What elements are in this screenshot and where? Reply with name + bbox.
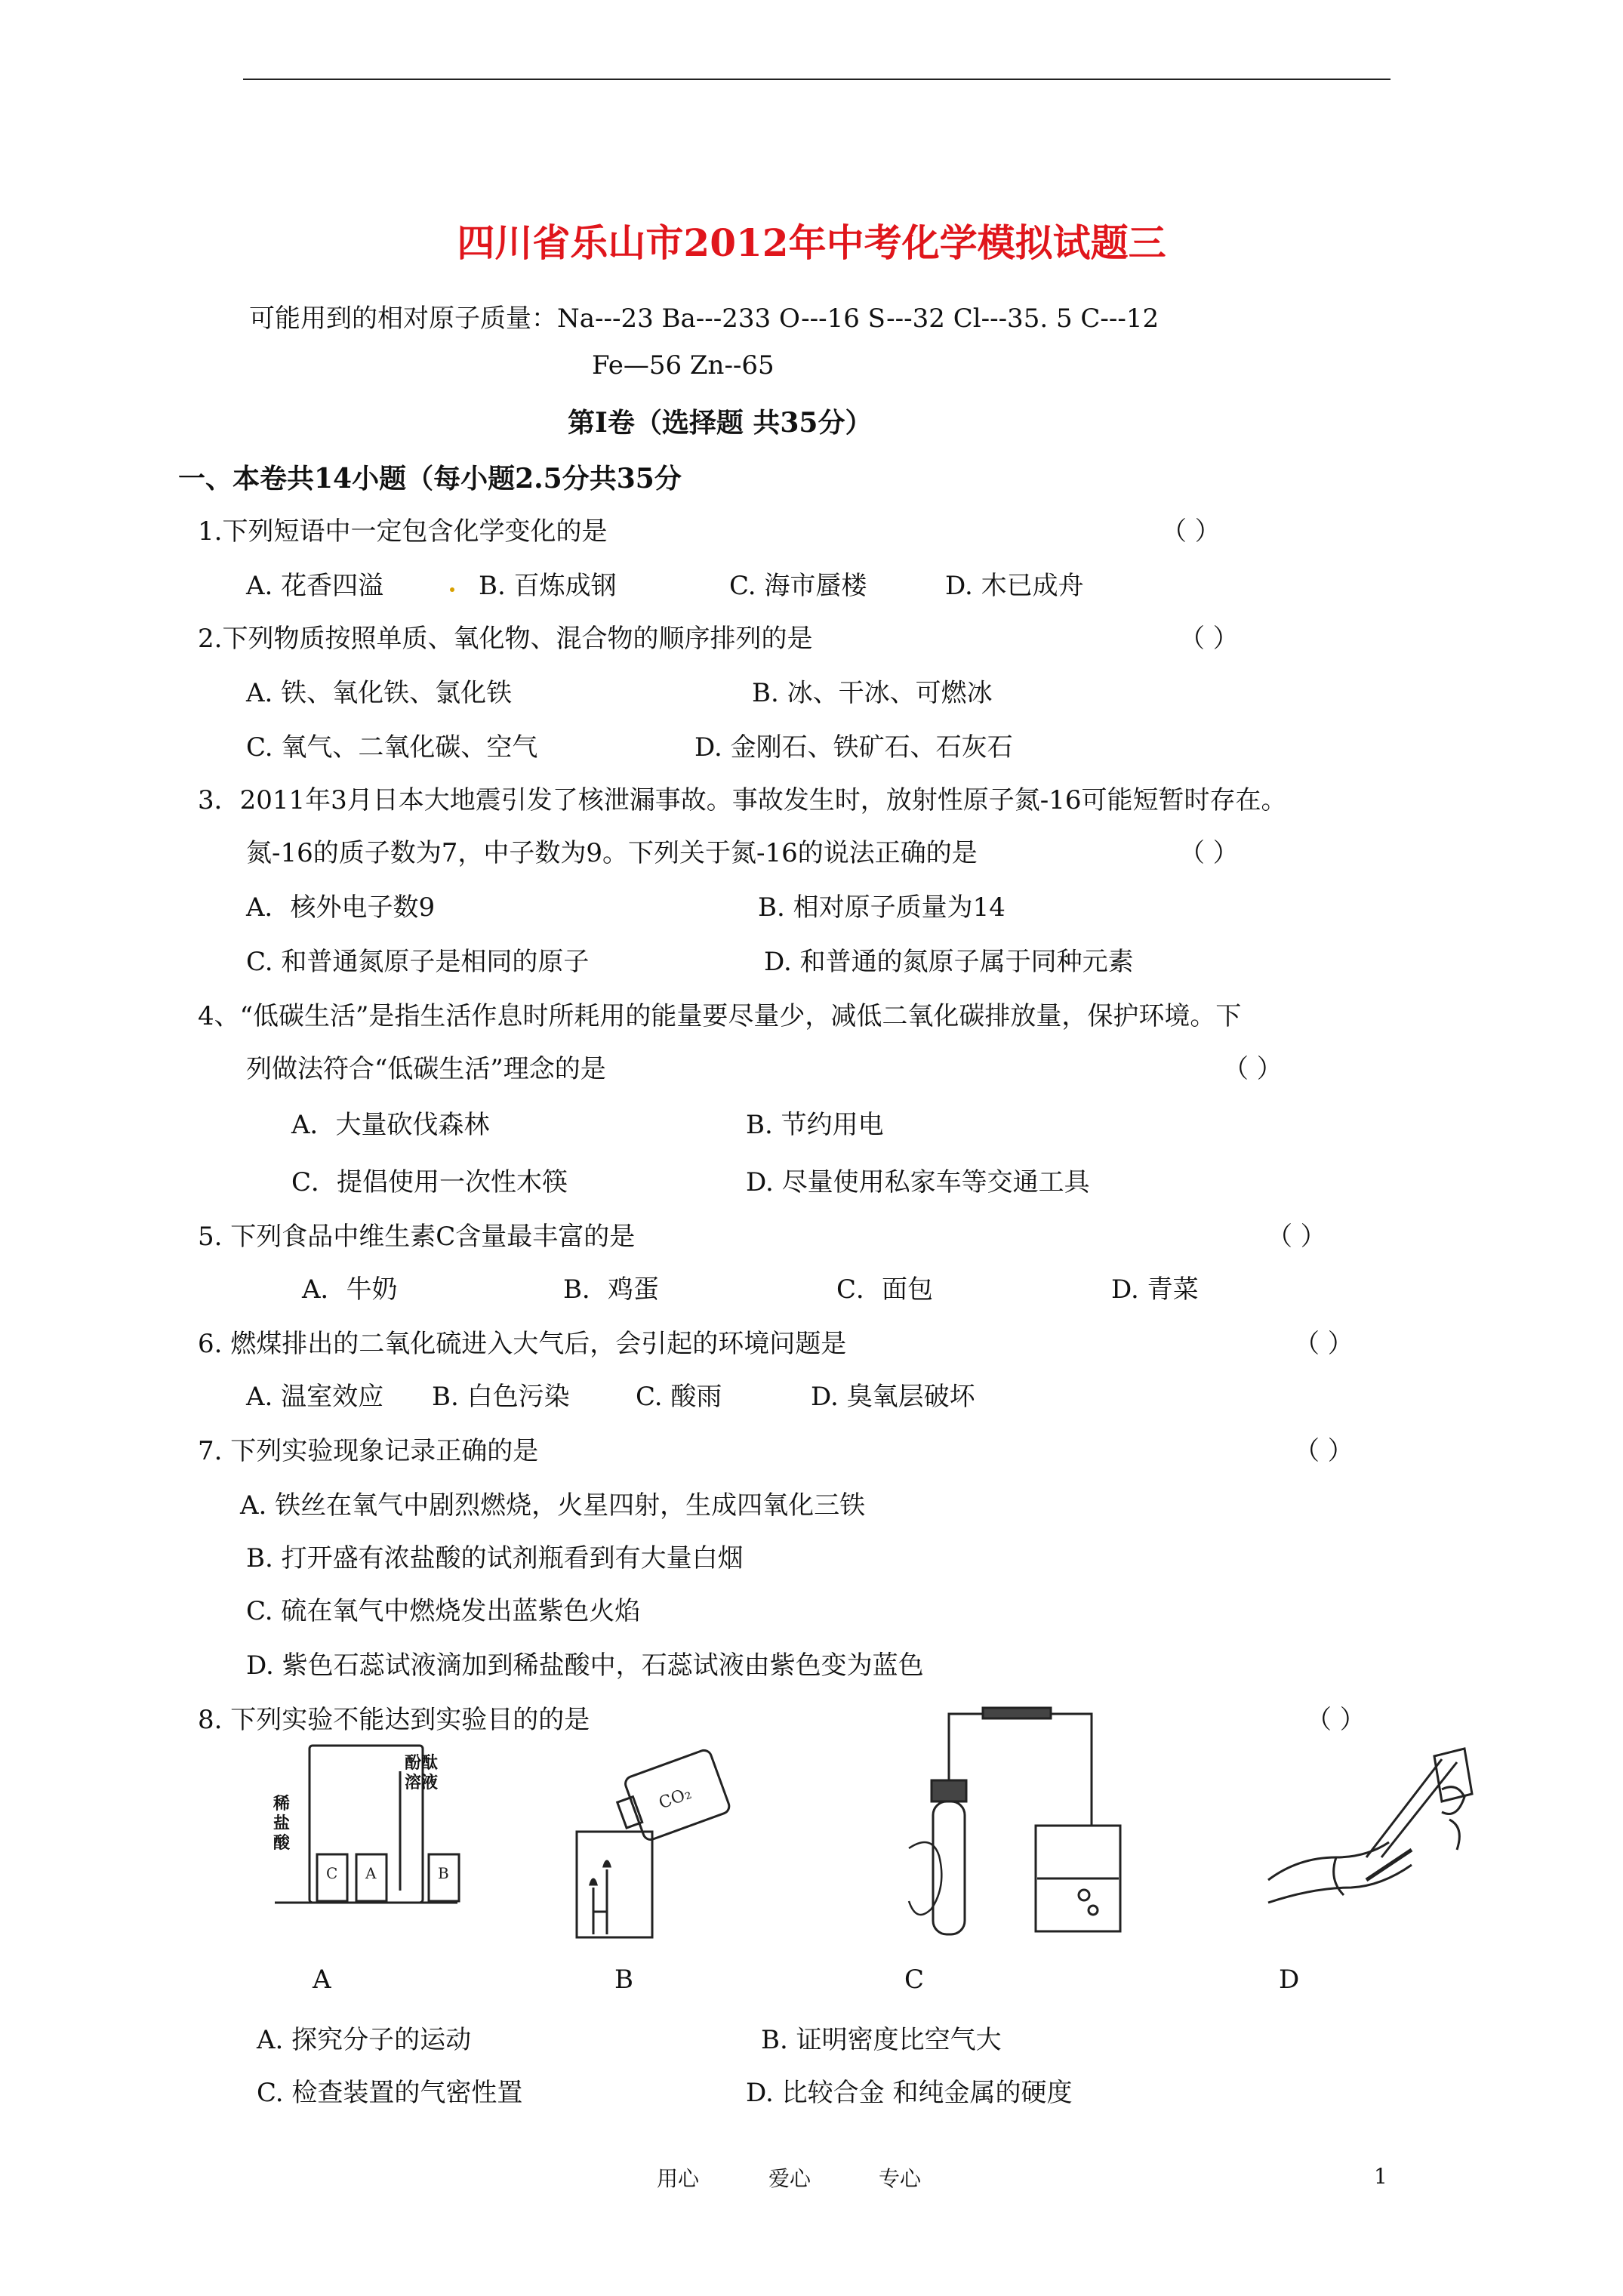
part-heading: 一、本卷共14小题（每小题2.5分共35分 <box>178 463 682 495</box>
answer-paren-8: （ ） <box>1306 1705 1366 1735</box>
q3-option-a: A．核外电子数9 <box>246 892 436 923</box>
figure-a-side-text: 稀盐酸 <box>273 1794 291 1853</box>
page-number: 1 <box>1374 2164 1387 2189</box>
figure-b-gas-label: CO₂ <box>656 1783 694 1814</box>
figure-label-b: B <box>614 1965 633 1995</box>
figure-label-d: D <box>1279 1965 1300 1995</box>
q6-option-c: C. 酸雨 <box>636 1382 722 1412</box>
section-title: 第Ⅰ卷（选择题 共35分） <box>568 407 873 439</box>
q3-option-b: B. 相对原子质量为14 <box>758 892 1006 923</box>
question-3-stem-line-1: 3．2011年3月日本大地震引发了核泄漏事故。事故发生时，放射性原子氮-16可能短暂时存在。 <box>198 785 1287 815</box>
figure-b-co2-candles <box>563 1737 737 1940</box>
figure-a-label-c: C <box>326 1864 338 1882</box>
question-1-stem: 1.下列短语中一定包含化学变化的是 <box>198 516 608 547</box>
footer-motto-2: 爱心 <box>768 2166 812 2191</box>
stray-dot <box>450 587 454 592</box>
footer-motto-1: 用心 <box>657 2166 700 2191</box>
q1-option-d: D. 木已成舟 <box>945 571 1084 601</box>
q4-option-d: D. 尽量使用私家车等交通工具 <box>746 1167 1090 1197</box>
q8-option-c: C. 检查装置的气密性置 <box>257 2078 523 2108</box>
answer-paren-5: （ ） <box>1267 1222 1326 1252</box>
figure-d-hardness <box>1253 1729 1480 1918</box>
q3-option-d: D. 和普通的氮原子属于同种元素 <box>764 947 1134 977</box>
q2-option-a: A. 铁、氧化铁、氯化铁 <box>246 678 513 708</box>
q1-option-c: C. 海市蜃楼 <box>729 571 867 601</box>
answer-paren-2: （ ） <box>1179 624 1239 654</box>
answer-paren-1: （ ） <box>1161 516 1221 547</box>
figure-label-a: A <box>313 1965 331 1995</box>
q3-option-c: C. 和普通氮原子是相同的原子 <box>246 947 590 977</box>
q7-option-a: A. 铁丝在氧气中剧烈燃烧，火星四射，生成四氧化三铁 <box>240 1490 866 1521</box>
q5-option-d: D. 青菜 <box>1111 1274 1199 1305</box>
q8-option-d: D. 比较合金 和纯金属的硬度 <box>746 2078 1073 2108</box>
question-8-stem: 8. 下列实验不能达到实验目的的是 <box>198 1705 590 1735</box>
q6-option-d: D. 臭氧层破坏 <box>811 1382 975 1412</box>
answer-paren-6: （ ） <box>1294 1329 1354 1359</box>
q7-option-b: B. 打开盛有浓盐酸的试剂瓶看到有大量白烟 <box>246 1543 744 1573</box>
figure-c-airtightness <box>894 1697 1128 1946</box>
question-2-stem: 2.下列物质按照单质、氧化物、混合物的顺序排列的是 <box>198 624 813 654</box>
question-5-stem: 5. 下列食品中维生素C含量最丰富的是 <box>198 1222 636 1252</box>
q5-option-b: B．鸡蛋 <box>563 1274 659 1305</box>
q5-option-c: C．面包 <box>836 1274 934 1305</box>
q2-option-b: B. 冰、干冰、可燃冰 <box>752 678 993 708</box>
question-7-stem: 7. 下列实验现象记录正确的是 <box>198 1436 539 1466</box>
q7-option-c: C. 硫在氧气中燃烧发出蓝紫色火焰 <box>246 1596 641 1626</box>
q4-option-b: B. 节约用电 <box>746 1110 884 1140</box>
answer-paren-4: （ ） <box>1223 1054 1283 1084</box>
q6-option-b: B. 白色污染 <box>432 1382 570 1412</box>
figure-a-label-a: A <box>365 1864 377 1882</box>
header-rule <box>243 79 1390 80</box>
q7-option-d: D. 紫色石蕊试液滴加到稀盐酸中，石蕊试液由紫色变为蓝色 <box>246 1650 924 1681</box>
q1-option-b: B. 百炼成钢 <box>479 571 617 601</box>
q2-option-c: C. 氧气、二氧化碳、空气 <box>246 732 538 763</box>
footer-motto-3: 专心 <box>879 2166 922 2191</box>
figure-label-c: C <box>904 1965 925 1995</box>
q8-option-b: B. 证明密度比空气大 <box>761 2025 1002 2055</box>
atomic-mass-line-2: Fe—56 Zn--65 <box>592 350 775 381</box>
figure-a-label-b: B <box>438 1864 449 1882</box>
q4-option-c: C．提倡使用一次性木筷 <box>291 1167 568 1197</box>
answer-paren-7: （ ） <box>1294 1436 1354 1466</box>
q4-option-a: A．大量砍伐森林 <box>291 1110 490 1140</box>
q2-option-d: D. 金刚石、铁矿石、石灰石 <box>694 732 1013 763</box>
question-3-stem-line-2: 氮-16的质子数为7，中子数为9。下列关于氮-16的说法正确的是 <box>246 838 978 868</box>
q8-option-a: A. 探究分子的运动 <box>257 2025 472 2055</box>
q5-option-a: A．牛奶 <box>302 1274 398 1305</box>
q6-option-a: A. 温室效应 <box>246 1382 384 1412</box>
question-4-stem-line-2: 列做法符合“低碳生活”理念的是 <box>246 1054 606 1084</box>
page-title: 四川省乐山市2012年中考化学模拟试题三 <box>457 220 1166 265</box>
figure-a-top-text: 酚酞溶液 <box>405 1753 439 1792</box>
question-6-stem: 6. 燃煤排出的二氧化硫进入大气后，会引起的环境问题是 <box>198 1329 847 1359</box>
answer-paren-3: （ ） <box>1179 838 1239 868</box>
atomic-mass-line-1: 可能用到的相对原子质量：Na---23 Ba---233 O---16 S---32 Cl---35. 5 C---12 <box>249 304 1160 334</box>
question-4-stem-line-1: 4、“低碳生活”是指生活作息时所耗用的能量要尽量少，减低二氧化碳排放量，保护环境。下 <box>198 1001 1242 1031</box>
q1-option-a: A. 花香四溢 <box>246 571 384 601</box>
